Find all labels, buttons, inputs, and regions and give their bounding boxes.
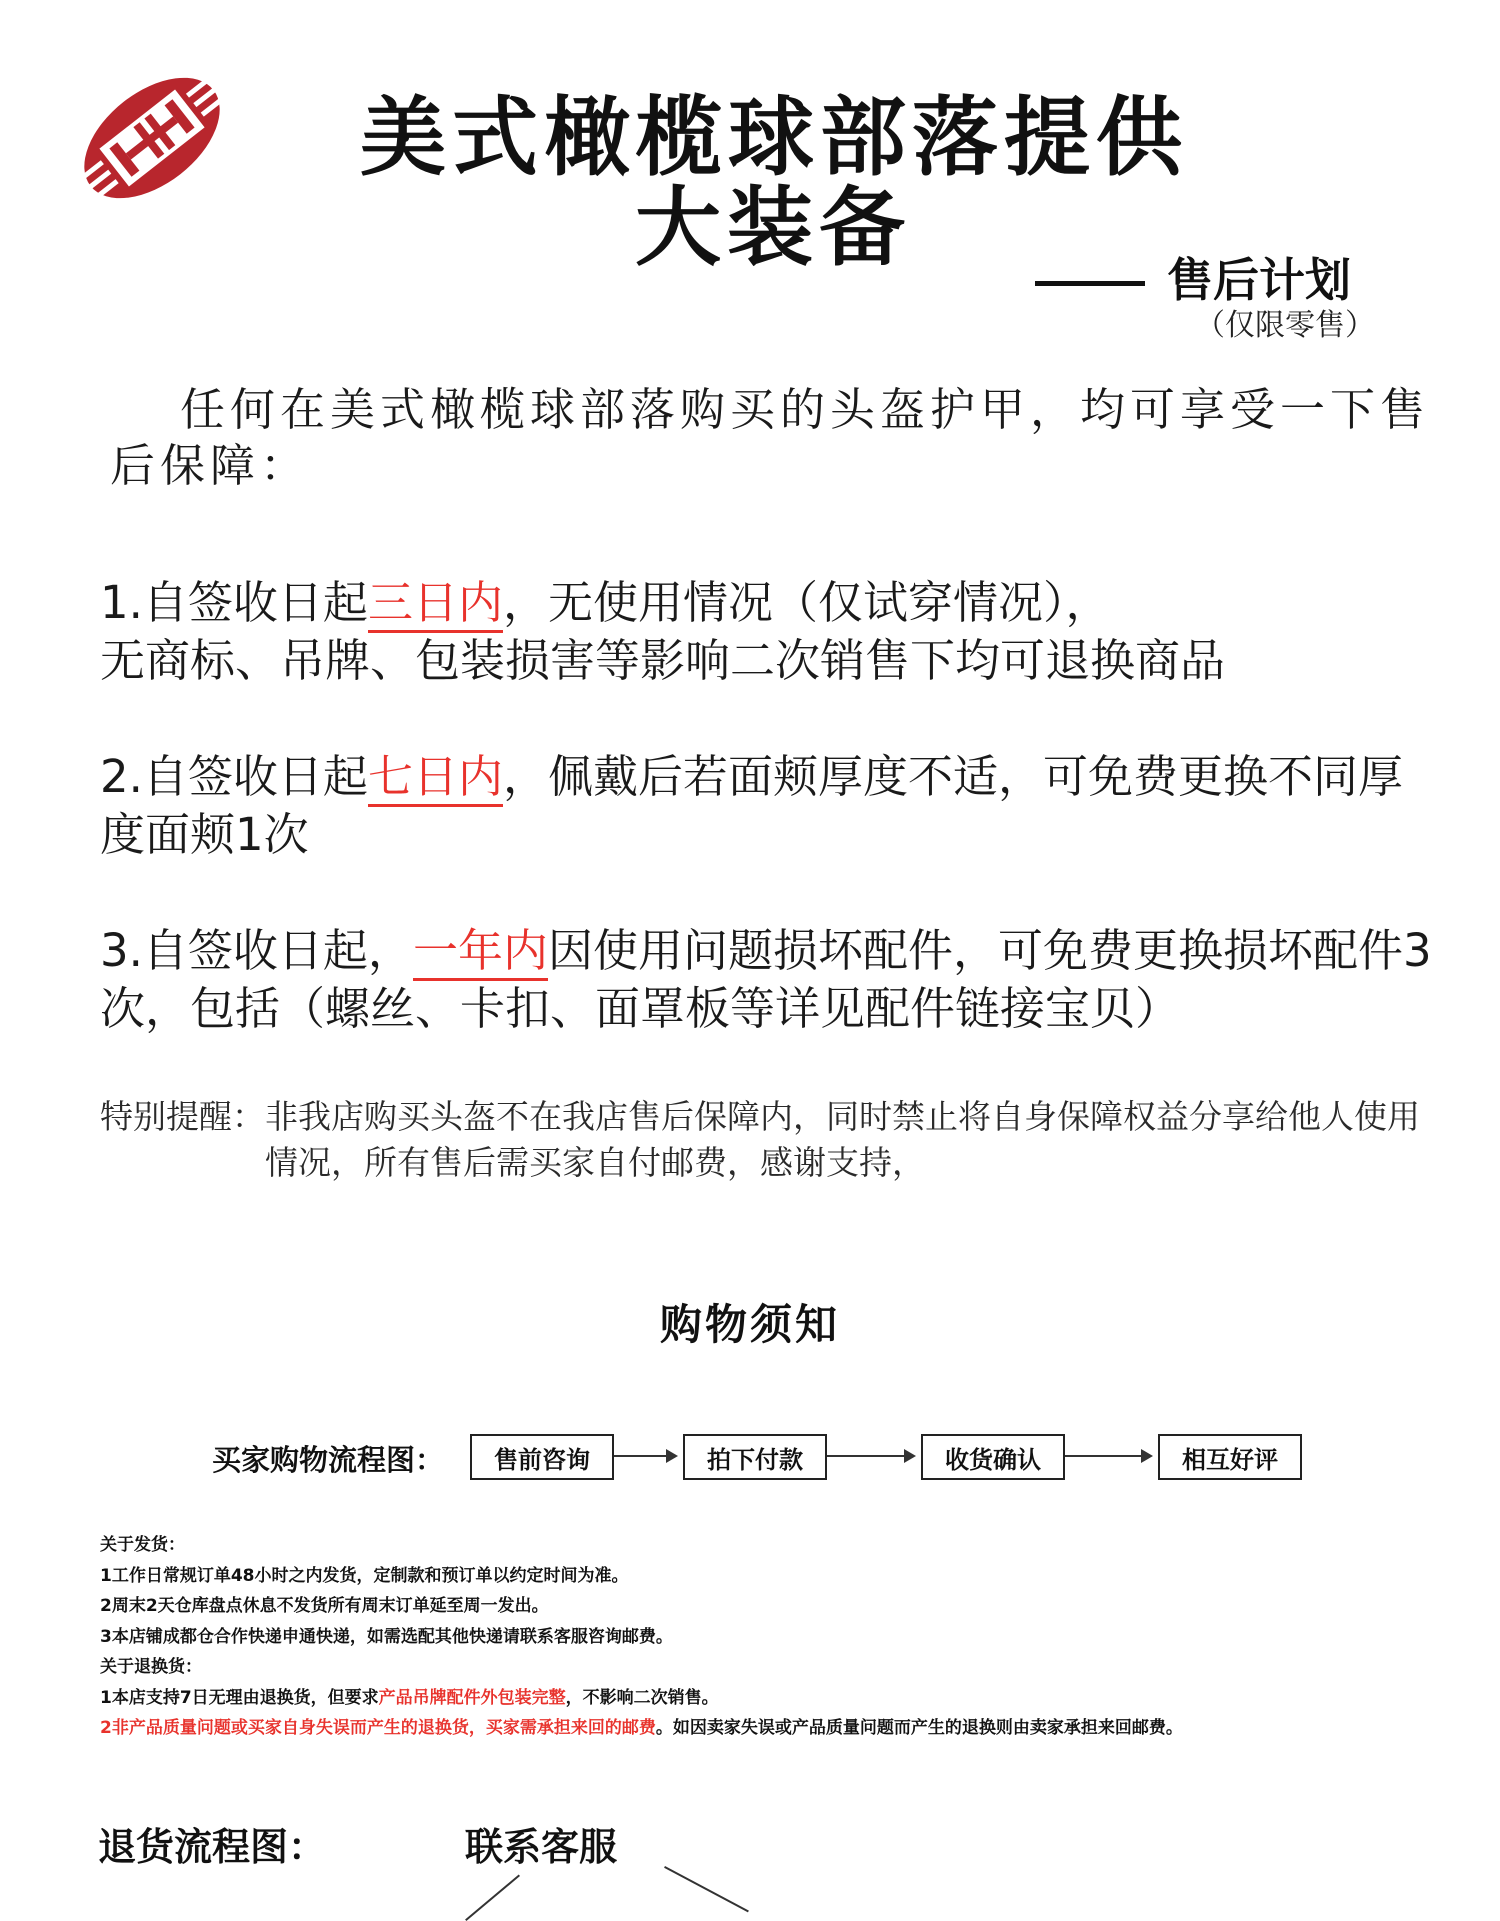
item-text: 1.自签收日起 bbox=[100, 576, 368, 629]
flow-step-review: 相互好评 bbox=[1158, 1434, 1302, 1480]
return-flow-label: 退货流程图： bbox=[98, 1825, 327, 1869]
arrow-right-icon bbox=[827, 1455, 914, 1457]
brand-logo bbox=[72, 58, 232, 218]
reminder-label: 特别提醒： bbox=[100, 1097, 265, 1136]
shipping-title: 关于发货： bbox=[100, 1535, 185, 1555]
retail-note: （仅限零售） bbox=[1195, 308, 1375, 343]
rule-text: 1本店支持7日无理由退换货，但要求 bbox=[100, 1687, 379, 1708]
highlight-period: 七日内 bbox=[368, 750, 503, 807]
return-rule-2 bbox=[100, 1713, 1440, 1744]
dash-line bbox=[1035, 281, 1145, 286]
highlight-period: 三日内 bbox=[368, 576, 503, 633]
item-text: ，佩戴后若面颊厚度不适，可免费更换不同厚度面颊1次 bbox=[100, 750, 1403, 861]
subtitle-text: 售后计划 bbox=[1167, 253, 1351, 307]
rule-text: ，不影响二次销售。 bbox=[565, 1687, 719, 1708]
shipping-return-notes bbox=[100, 1530, 1440, 1744]
shipping-rule-1: 1工作日常规订单48小时之内发货，定制款和预订单以约定时间为准。 bbox=[100, 1565, 629, 1586]
guarantee-item-1 bbox=[100, 574, 1440, 690]
purchase-flow-label: 买家购物流程图： bbox=[212, 1443, 445, 1477]
rule-text: 。如因卖家失误或产品质量问题而产生的退换则由卖家承担来回邮费。 bbox=[655, 1718, 1183, 1738]
shipping-rule-3: 3本店铺成都仓合作快递申通快递，如需选配其他快递请联系客服咨询邮费。 bbox=[100, 1626, 673, 1647]
flow-step-pay: 拍下付款 bbox=[683, 1434, 827, 1480]
shopping-notice-title: 购物须知 bbox=[659, 1300, 840, 1349]
flow-step-receive: 收货确认 bbox=[921, 1434, 1065, 1480]
arrow-right-icon bbox=[1065, 1455, 1151, 1457]
rule-highlight: 产品吊牌配件外包装完整 bbox=[378, 1687, 566, 1708]
guarantee-item-2 bbox=[100, 748, 1440, 864]
arrow-right-icon bbox=[614, 1455, 676, 1457]
page-title-line1: 美式橄榄球部落提供 bbox=[360, 88, 1188, 188]
intro-paragraph: 任何在美式橄榄球部落购买的头盔护甲，均可享受一下售后保障： bbox=[110, 383, 1431, 492]
page-title-line2: 大装备 bbox=[635, 178, 911, 278]
rule-highlight: 2非产品质量问题或买家自身失误而产生的退换货，买家需承担来回的邮费 bbox=[100, 1718, 656, 1738]
flow-step-consult: 售前咨询 bbox=[470, 1434, 614, 1480]
shipping-rule-2: 2周末2天仓库盘点休息不发货所有周末订单延至周一发出。 bbox=[100, 1596, 549, 1616]
guarantee-item-3 bbox=[100, 922, 1440, 1038]
item-text: 2.自签收日起 bbox=[100, 750, 368, 803]
item-text: 3.自签收日起， bbox=[100, 924, 413, 977]
arrow-diagonal-right-icon bbox=[664, 1866, 749, 1912]
arrow-diagonal-left-icon bbox=[465, 1874, 520, 1921]
highlight-period: 一年内 bbox=[413, 924, 548, 981]
return-title: 关于退换货： bbox=[100, 1657, 202, 1677]
item-text: 无商标、吊牌、包装损害等影响二次销售下均可退换商品 bbox=[100, 634, 1226, 687]
reminder-text: 非我店购买头盔不在我店售后保障内，同时禁止将自身保障权益分享给他人使用情况，所有售后需买家自付邮费，感谢支持， bbox=[265, 1097, 1420, 1182]
return-rule-1 bbox=[100, 1683, 1440, 1714]
special-reminder bbox=[100, 1094, 1440, 1186]
item-text: 因使用问题损坏配件，可免费更换损坏配件3次，包括（螺丝、卡扣、面罩板等详见配件链接宝贝） bbox=[100, 924, 1432, 1035]
return-step-contact-service: 联系客服 bbox=[465, 1825, 618, 1869]
item-text: ，无使用情况（仅试穿情况）， bbox=[502, 576, 1111, 629]
